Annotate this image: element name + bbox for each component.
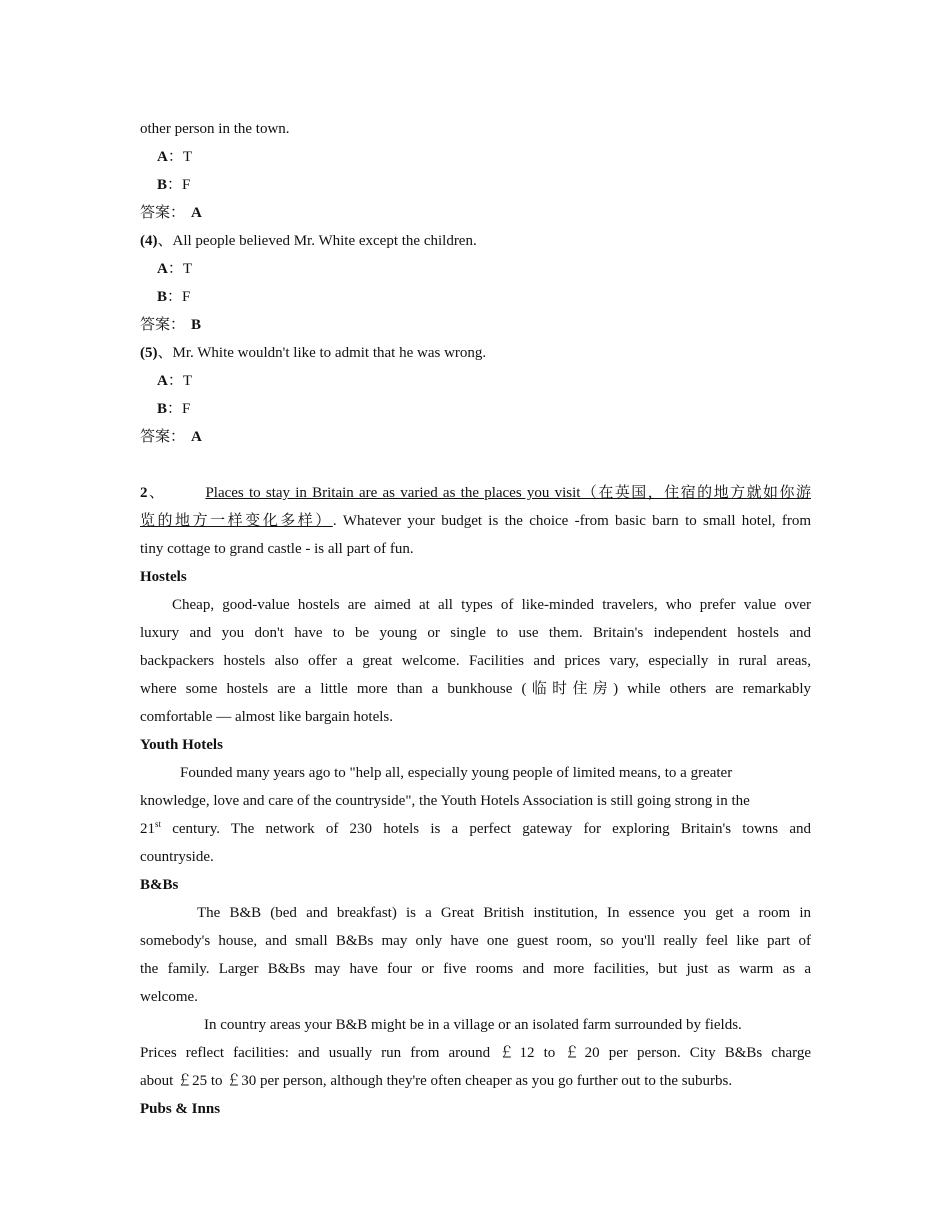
option-b[interactable]: B：F xyxy=(157,177,191,193)
hostels-line: Cheap, good-value hostels are aimed at all types of like-minded travelers, who prefer value over xyxy=(172,597,811,613)
document-page xyxy=(140,115,811,1123)
bnb-line: the family. Larger B&Bs may have four or five rooms and more facilities, but just as warm as a xyxy=(140,961,811,977)
section-heading-bnb: B&Bs xyxy=(140,877,179,893)
hostels-line: backpackers hostels also offer a great welcome. Facilities and prices vary, especially in rural areas, xyxy=(140,653,811,669)
answer-line: 答案： B xyxy=(140,317,202,333)
option-b[interactable]: B：F xyxy=(157,289,191,305)
hostels-line: luxury and you don't have to be young or single to use them. Britain's independent hostels and xyxy=(140,625,811,641)
youth-hotels-line: knowledge, love and care of the countryside", the Youth Hotels Association is still going strong in the xyxy=(140,793,750,809)
passage-intro-line-1: 2、 Places to stay in Britain are as varied as the places you visit（在英国，住宿的地方就如你游 xyxy=(140,485,811,501)
bnb-line: In country areas your B&B might be in a village or an isolated farm surrounded by fields. xyxy=(204,1017,742,1033)
section-heading-youth-hotels: Youth Hotels xyxy=(140,737,223,753)
question-4: (4)、All people believed Mr. White except the children. xyxy=(140,233,477,249)
youth-hotels-line: Founded many years ago to "help all, especially young people of limited means, to a greater xyxy=(180,765,733,781)
option-a[interactable]: A：T xyxy=(157,149,193,165)
section-heading-hostels: Hostels xyxy=(140,569,187,585)
hostels-line: comfortable — almost like bargain hotels. xyxy=(140,709,393,725)
bnb-line: welcome. xyxy=(140,989,198,1005)
option-a[interactable]: A：T xyxy=(157,373,193,389)
youth-hotels-line: 21st century. The network of 230 hotels is a perfect gateway for exploring Britain's towns and xyxy=(140,819,811,837)
question-text-tail: other person in the town. xyxy=(140,121,290,137)
passage-intro-line-3: tiny cottage to grand castle - is all part of fun. xyxy=(140,541,414,557)
section-heading-pubs-inns: Pubs & Inns xyxy=(140,1101,221,1117)
bnb-line: The B&B (bed and breakfast) is a Great British institution, In essence you get a room in xyxy=(197,905,811,921)
answer-line: 答案： A xyxy=(140,429,202,445)
option-a[interactable]: A：T xyxy=(157,261,193,277)
youth-hotels-line: countryside. xyxy=(140,849,214,865)
hostels-line: where some hostels are a little more than a bunkhouse (临时住房) while others are remarkably xyxy=(140,681,811,697)
bnb-line: Prices reflect facilities: and usually run from around ￡12 to ￡20 per person. City B&Bs charge xyxy=(140,1045,811,1061)
spacer xyxy=(140,451,811,479)
answer-line: 答案： A xyxy=(140,205,202,221)
bnb-line: about ￡25 to ￡30 per person, although they're often cheaper as you go further out to the suburbs. xyxy=(140,1073,733,1089)
bnb-line: somebody's house, and small B&Bs may only have one guest room, so you'll really feel like part of xyxy=(140,933,811,949)
option-b[interactable]: B：F xyxy=(157,401,191,417)
question-5: (5)、Mr. White wouldn't like to admit that he was wrong. xyxy=(140,345,487,361)
passage-intro-line-2: 览的地方一样变化多样）. Whatever your budget is the choice -from basic barn to small hotel, from xyxy=(140,513,811,529)
